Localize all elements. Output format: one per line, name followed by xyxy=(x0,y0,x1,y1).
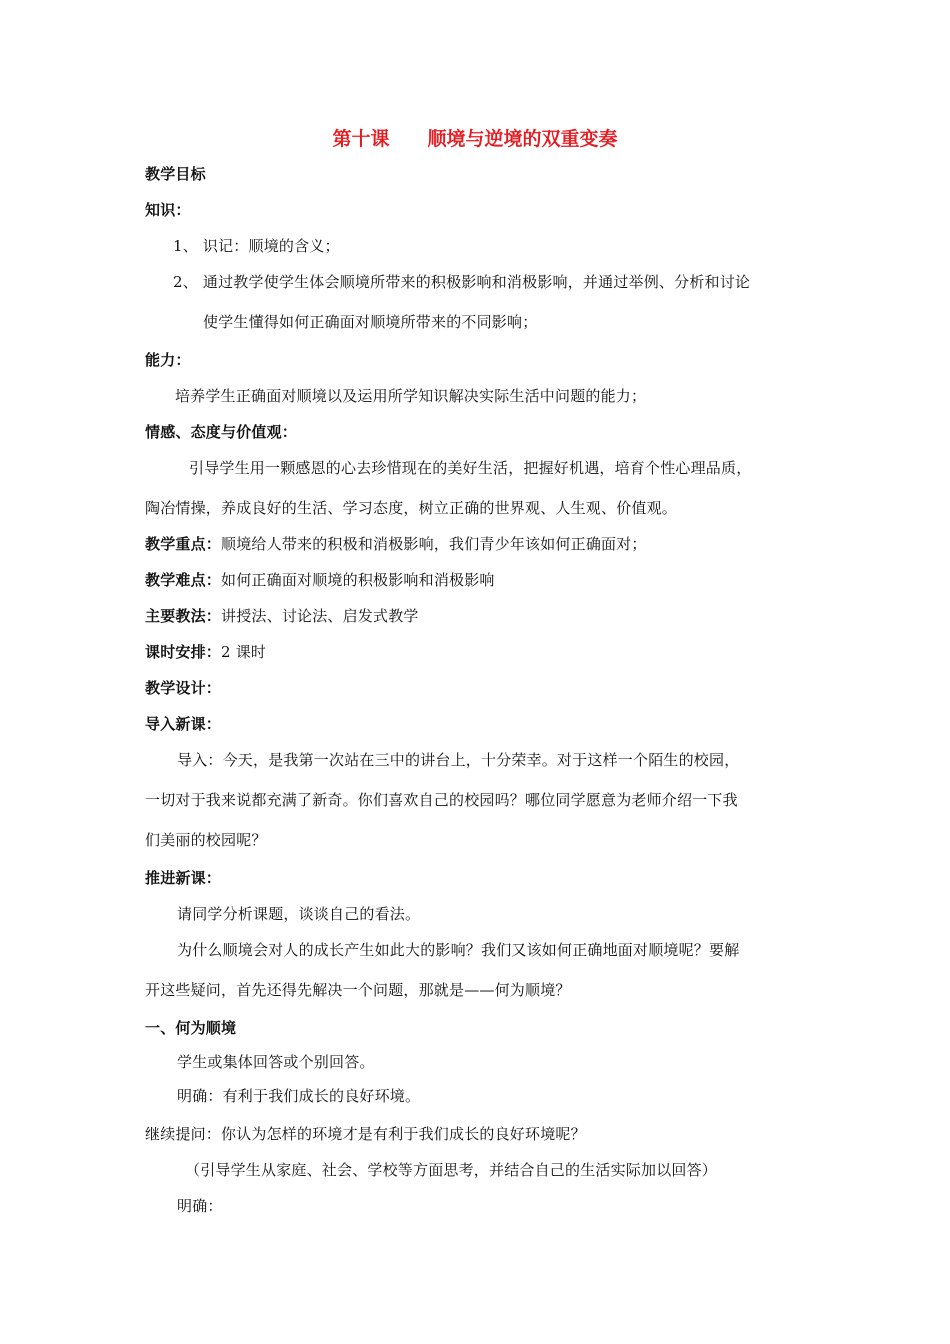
ability-label: 能力： xyxy=(145,351,191,369)
difficulty-text: 如何正确面对顺境的积极影响和消极影响 xyxy=(221,571,495,589)
methods-row xyxy=(145,606,419,626)
intro-line-2: 一切对于我来说都充满了新奇。你们喜欢自己的校园吗？哪位同学愿意为老师介绍一下我 xyxy=(145,791,738,809)
knowledge-item-2-line-1: 2、 通过教学使学生体会顺境所带来的积极影响和消极影响，并通过举例、分析和讨论 xyxy=(173,273,751,291)
knowledge-item-2-line-2: 使学生懂得如何正确面对顺境所带来的不同影响； xyxy=(203,313,538,331)
schedule-row xyxy=(145,642,266,662)
knowledge-item-1: 1、 识记：顺境的含义； xyxy=(173,237,340,255)
intro-line-1: 导入：今天，是我第一次站在三中的讲台上，十分荣幸。对于这样一个陌生的校园， xyxy=(177,751,740,769)
key-points-text: 顺境给人带来的积极和消极影响，我们青少年该如何正确面对； xyxy=(221,535,647,553)
advance-line-2: 为什么顺境会对人的成长产生如此大的影响？我们又该如何正确地面对顺境呢？要解 xyxy=(177,941,740,959)
section-1-line-2: 明确：有利于我们成长的良好环境。 xyxy=(177,1087,421,1105)
schedule-text: 2 课时 xyxy=(221,643,267,661)
design-label: 教学设计： xyxy=(145,679,222,697)
emotion-label: 情感、态度与价值观： xyxy=(145,423,298,441)
difficulty-label: 教学难点： xyxy=(145,571,222,589)
emotion-line-1: 引导学生用一颗感恩的心去珍惜现在的美好生活，把握好机遇，培育个性心理品质， xyxy=(189,459,752,477)
clarify-line: 明确： xyxy=(177,1197,223,1215)
followup-question: 继续提问：你认为怎样的环境才是有利于我们成长的良好环境呢？ xyxy=(145,1125,586,1143)
key-points-label: 教学重点： xyxy=(145,535,222,553)
methods-text: 讲授法、讨论法、启发式教学 xyxy=(221,607,419,625)
intro-label: 导入新课： xyxy=(145,715,222,733)
section-1-line-1: 学生或集体回答或个别回答。 xyxy=(177,1053,375,1071)
section-1-heading: 一、何为顺境 xyxy=(145,1019,237,1037)
advance-line-3: 开这些疑问，首先还得先解决一个问题，那就是——何为顺境？ xyxy=(145,981,571,999)
intro-line-3: 们美丽的校园呢？ xyxy=(145,831,267,849)
objectives-heading: 教学目标 xyxy=(145,165,206,183)
advance-label: 推进新课： xyxy=(145,869,222,887)
key-points-row xyxy=(145,534,647,554)
emotion-line-2: 陶冶情操，养成良好的生活、学习态度，树立正确的世界观、人生观、价值观。 xyxy=(145,499,678,517)
page-title: 第十课 顺境与逆境的双重变奏 xyxy=(332,128,618,150)
difficulty-row xyxy=(145,570,495,590)
schedule-label: 课时安排： xyxy=(145,643,222,661)
methods-label: 主要教法： xyxy=(145,607,222,625)
guide-note: （引导学生从家庭、社会、学校等方面思考，并结合自己的生活实际加以回答） xyxy=(185,1161,718,1179)
ability-text: 培养学生正确面对顺境以及运用所学知识解决实际生活中问题的能力； xyxy=(175,387,647,405)
advance-line-1: 请同学分析课题，谈谈自己的看法。 xyxy=(177,905,421,923)
knowledge-label: 知识： xyxy=(145,201,191,219)
